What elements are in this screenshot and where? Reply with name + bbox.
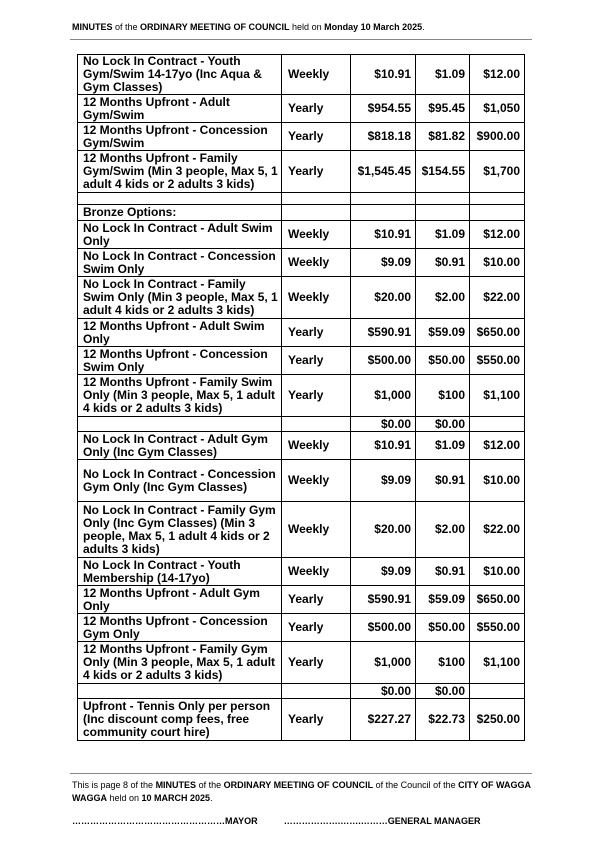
- item-price-inc-gst: [470, 205, 525, 221]
- item-period: Yearly: [282, 151, 351, 193]
- item-description: 12 Months Upfront - Family Gym/Swim (Min 3 people, Max 5, 1 adult 4 kids or 2 adults 3 kids): [78, 151, 282, 193]
- item-period: [282, 193, 351, 205]
- item-period: Yearly: [282, 375, 351, 417]
- item-period: [282, 417, 351, 432]
- item-gst: $0.00: [416, 684, 470, 699]
- item-price-ex-gst: $954.55: [351, 95, 416, 123]
- footer-text: of the: [196, 780, 224, 790]
- header-minutes: MINUTES: [72, 22, 113, 32]
- signature-lines: [72, 816, 481, 826]
- table-row: [78, 558, 525, 586]
- table-row: [78, 347, 525, 375]
- item-description: [78, 193, 282, 205]
- general-manager-signature-line: ……………….…….………GENERAL MANAGER: [283, 816, 481, 826]
- item-period: Weekly: [282, 558, 351, 586]
- item-gst: $2.00: [416, 277, 470, 319]
- item-price-ex-gst: $20.00: [351, 277, 416, 319]
- item-description: 12 Months Upfront - Concession Gym Only: [78, 614, 282, 642]
- item-price-ex-gst: [351, 193, 416, 205]
- page-header: [72, 21, 532, 33]
- item-price-inc-gst: $550.00: [470, 614, 525, 642]
- item-price-inc-gst: [470, 417, 525, 432]
- item-gst: $0.91: [416, 460, 470, 502]
- item-description: 12 Months Upfront - Family Gym Only (Min 3 people, Max 5, 1 adult 4 kids or 2 adults 3 kids): [78, 642, 282, 684]
- item-period: Weekly: [282, 460, 351, 502]
- table-row: [78, 277, 525, 319]
- header-meeting: ORDINARY MEETING OF COUNCIL: [140, 22, 290, 32]
- item-description: 12 Months Upfront - Adult Swim Only: [78, 319, 282, 347]
- item-price-ex-gst: $227.27: [351, 699, 416, 741]
- item-price-ex-gst: $500.00: [351, 614, 416, 642]
- item-price-inc-gst: $250.00: [470, 699, 525, 741]
- item-period: Yearly: [282, 586, 351, 614]
- item-price-inc-gst: $12.00: [470, 55, 525, 95]
- item-gst: $2.00: [416, 502, 470, 558]
- item-price-inc-gst: $12.00: [470, 221, 525, 249]
- fees-table: [77, 54, 525, 741]
- item-price-inc-gst: $900.00: [470, 123, 525, 151]
- item-period: Weekly: [282, 277, 351, 319]
- footer-text: This is page 8 of the: [72, 780, 156, 790]
- footer-text: .: [210, 793, 213, 803]
- header-text: of the: [112, 22, 141, 32]
- item-price-inc-gst: $650.00: [470, 319, 525, 347]
- item-gst: $50.00: [416, 347, 470, 375]
- footer-text: of the Council of the: [373, 780, 459, 790]
- table-row: [78, 221, 525, 249]
- table-row: [78, 375, 525, 417]
- item-period: Yearly: [282, 95, 351, 123]
- footer-meeting: ORDINARY MEETING OF COUNCIL: [223, 780, 374, 790]
- item-price-ex-gst: $9.09: [351, 460, 416, 502]
- item-gst: $1.09: [416, 432, 470, 460]
- table-row: [78, 249, 525, 277]
- item-price-ex-gst: $10.91: [351, 221, 416, 249]
- table-row: [78, 205, 525, 221]
- item-period: Weekly: [282, 502, 351, 558]
- item-gst: $0.00: [416, 417, 470, 432]
- header-text: .: [422, 22, 425, 32]
- item-price-ex-gst: [351, 205, 416, 221]
- item-price-ex-gst: $1,545.45: [351, 151, 416, 193]
- item-description: No Lock In Contract - Concession Gym Only (Inc Gym Classes): [78, 460, 282, 502]
- item-period: Weekly: [282, 249, 351, 277]
- item-price-ex-gst: $590.91: [351, 319, 416, 347]
- item-price-ex-gst: $590.91: [351, 586, 416, 614]
- item-price-ex-gst: $10.91: [351, 55, 416, 95]
- table-row: [78, 642, 525, 684]
- item-gst: $154.55: [416, 151, 470, 193]
- item-gst: $50.00: [416, 614, 470, 642]
- table-row: [78, 432, 525, 460]
- table-row: [78, 151, 525, 193]
- item-price-inc-gst: $1,100: [470, 375, 525, 417]
- item-gst: $1.09: [416, 221, 470, 249]
- item-description: No Lock In Contract - Adult Gym Only (Inc Gym Classes): [78, 432, 282, 460]
- item-price-inc-gst: $10.00: [470, 460, 525, 502]
- table-row: [78, 614, 525, 642]
- item-gst: $0.91: [416, 249, 470, 277]
- table-row: [78, 417, 525, 432]
- item-price-ex-gst: $818.18: [351, 123, 416, 151]
- footer-minutes: MINUTES: [155, 780, 197, 790]
- item-price-inc-gst: $10.00: [470, 558, 525, 586]
- item-price-inc-gst: $650.00: [470, 586, 525, 614]
- item-price-inc-gst: $12.00: [470, 432, 525, 460]
- item-price-ex-gst: $9.09: [351, 249, 416, 277]
- item-period: Weekly: [282, 432, 351, 460]
- item-period: Yearly: [282, 123, 351, 151]
- item-price-inc-gst: $1,050: [470, 95, 525, 123]
- table-row: [78, 699, 525, 741]
- item-price-ex-gst: $500.00: [351, 347, 416, 375]
- item-description: No Lock In Contract - Adult Swim Only: [78, 221, 282, 249]
- item-description: 12 Months Upfront - Family Swim Only (Min 3 people, Max 5, 1 adult 4 kids or 2 adults 3 kids): [78, 375, 282, 417]
- item-description: Bronze Options:: [78, 205, 282, 221]
- item-description: Upfront - Tennis Only per person (Inc discount comp fees, free community court hire): [78, 699, 282, 741]
- table-row: [78, 684, 525, 699]
- item-gst: $100: [416, 642, 470, 684]
- item-gst: $59.09: [416, 319, 470, 347]
- item-description: 12 Months Upfront - Concession Gym/Swim: [78, 123, 282, 151]
- item-description: 12 Months Upfront - Concession Swim Only: [78, 347, 282, 375]
- item-gst: $95.45: [416, 95, 470, 123]
- item-period: [282, 205, 351, 221]
- item-gst: $0.91: [416, 558, 470, 586]
- item-price-inc-gst: $1,700: [470, 151, 525, 193]
- item-description: [78, 417, 282, 432]
- item-price-ex-gst: $9.09: [351, 558, 416, 586]
- item-description: 12 Months Upfront - Adult Gym Only: [78, 586, 282, 614]
- item-gst: $81.82: [416, 123, 470, 151]
- item-period: Weekly: [282, 221, 351, 249]
- table-row: [78, 460, 525, 502]
- table-row: [78, 55, 525, 95]
- item-price-ex-gst: $0.00: [351, 684, 416, 699]
- header-date: Monday 10 March 2025: [324, 22, 423, 32]
- item-gst: $100: [416, 375, 470, 417]
- table-row: [78, 193, 525, 205]
- table-row: [78, 502, 525, 558]
- item-price-ex-gst: $20.00: [351, 502, 416, 558]
- item-period: [282, 684, 351, 699]
- item-gst: [416, 193, 470, 205]
- item-period: Weekly: [282, 55, 351, 95]
- item-price-inc-gst: [470, 684, 525, 699]
- item-description: 12 Months Upfront - Adult Gym/Swim: [78, 95, 282, 123]
- item-price-inc-gst: $10.00: [470, 249, 525, 277]
- item-price-inc-gst: $550.00: [470, 347, 525, 375]
- item-price-ex-gst: $1,000: [351, 642, 416, 684]
- item-period: Yearly: [282, 614, 351, 642]
- footer-date: 10 MARCH 2025: [141, 793, 211, 803]
- item-period: Yearly: [282, 642, 351, 684]
- item-price-ex-gst: $10.91: [351, 432, 416, 460]
- table-row: [78, 586, 525, 614]
- item-description: No Lock In Contract - Youth Gym/Swim 14-17yo (Inc Aqua & Gym Classes): [78, 55, 282, 95]
- item-gst: $1.09: [416, 55, 470, 95]
- item-description: No Lock In Contract - Youth Membership (14-17yo): [78, 558, 282, 586]
- item-price-ex-gst: $0.00: [351, 417, 416, 432]
- item-price-inc-gst: $22.00: [470, 502, 525, 558]
- header-text: held on: [289, 22, 325, 32]
- item-gst: $59.09: [416, 586, 470, 614]
- item-description: No Lock In Contract - Family Swim Only (Min 3 people, Max 5, 1 adult 4 kids or 2 adults 3 kids): [78, 277, 282, 319]
- footer-text: held on: [107, 793, 142, 803]
- item-price-inc-gst: $22.00: [470, 277, 525, 319]
- table-row: [78, 123, 525, 151]
- item-gst: $22.73: [416, 699, 470, 741]
- item-description: No Lock In Contract - Family Gym Only (Inc Gym Classes) (Min 3 people, Max 5, 1 adult 4 kids or 2 adults 3 kids): [78, 502, 282, 558]
- item-price-inc-gst: [470, 193, 525, 205]
- item-gst: [416, 205, 470, 221]
- table-row: [78, 95, 525, 123]
- item-description: [78, 684, 282, 699]
- mayor-signature-line: ……………………………………………MAYOR: [72, 816, 258, 826]
- item-period: Yearly: [282, 699, 351, 741]
- header-divider: [70, 39, 532, 40]
- footer-council: CITY OF WAGGA WAGGA: [72, 780, 531, 803]
- page-footer: [72, 779, 542, 805]
- table-row: [78, 319, 525, 347]
- item-price-ex-gst: $1,000: [351, 375, 416, 417]
- item-description: No Lock In Contract - Concession Swim Only: [78, 249, 282, 277]
- item-period: Yearly: [282, 347, 351, 375]
- item-price-inc-gst: $1,100: [470, 642, 525, 684]
- footer-divider: [70, 773, 532, 774]
- item-period: Yearly: [282, 319, 351, 347]
